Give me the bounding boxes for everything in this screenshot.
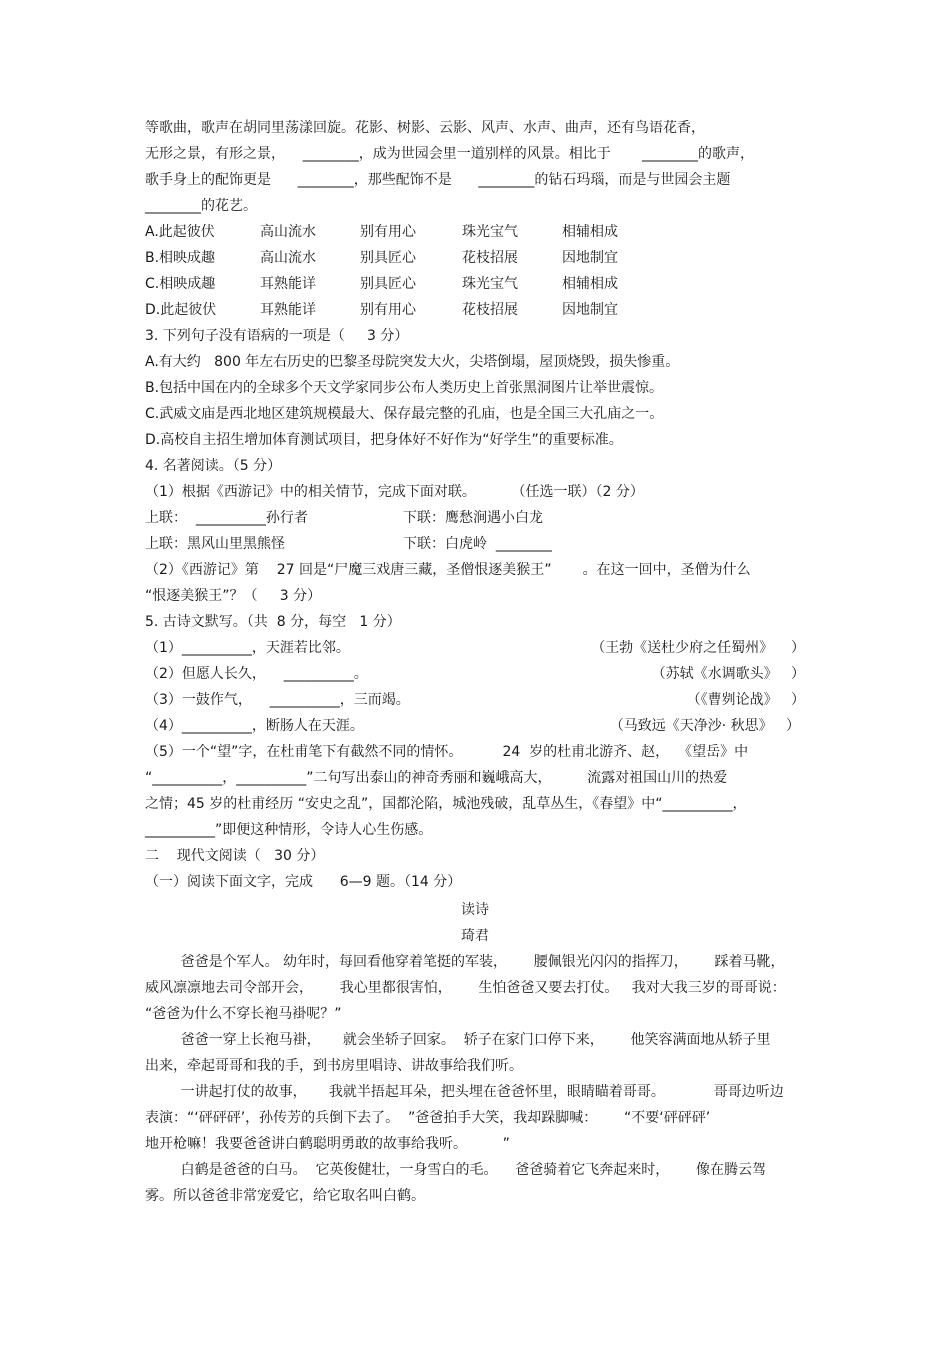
article-line: 爸爸一穿上长袍马褂， 就会坐轿子回家。 轿子在家门口停下来， 他笑容满面地从轿子里 (145, 1032, 771, 1048)
option-item: 相辅相成 (562, 224, 618, 240)
q5-item5-line: __________”即便这种情形，令诗人心生伤感。 (145, 822, 433, 838)
q2-passage-line: 无形之景，有形之景， ________，成为世园会里一道别样的风景。相比于 ________的歌声， (145, 146, 754, 162)
option-item: 花枝招展 (462, 250, 518, 266)
option-label: B.相映成趣 (145, 250, 216, 266)
q5-title: 5. 古诗文默写。（共 8 分，每空 1 分） (145, 614, 401, 630)
q3-option-b: B.包括中国在内的全球多个天文学家同步公布人类历史上首张黑洞图片让举世震惊。 (145, 380, 664, 396)
couplet-upper: 上联： __________孙行者 (145, 510, 308, 526)
q3-option-a: A.有大约 800 年左右历史的巴黎圣母院突发大火，尖塔倒塌，屋顶烧毁，损失惨重。 (145, 354, 680, 370)
option-item: 高山流水 (260, 224, 316, 240)
option-item: 珠光宝气 (462, 276, 518, 292)
option-item: 耳熟能详 (260, 276, 316, 292)
q5-source: （马致远《天净沙· 秋思》 ） (609, 718, 800, 734)
q4-sub1: （1）根据《西游记》中的相关情节，完成下面对联。 （任选一联）（2 分） (145, 484, 644, 500)
q5-item5-line: （5）一个“望”字，在杜甫笔下有截然不同的情怀。 24 岁的杜甫北游齐、赵， 《望岳》中 (145, 744, 749, 760)
part2-heading: 二 现代文阅读（ 30 分） (145, 848, 325, 864)
couplet-lower: 下联：鹰愁涧遇小白龙 (403, 510, 543, 526)
q2-passage-line: 歌手身上的配饰更是 ________，那些配饰不是 ________的钻石玛瑙，而是与世园会主题 (145, 172, 731, 188)
article-line: 一讲起打仗的故事， 我就半捂起耳朵，把头埋在爸爸怀里，眼睛瞄着哥哥。 哥哥边听边 (145, 1084, 784, 1100)
couplet-upper: 上联：黑风山里黑熊怪 (145, 536, 285, 552)
q5-item: （1）__________，天涯若比邻。 (145, 640, 350, 656)
article-line: “爸爸为什么不穿长袍马褂呢？” (145, 1006, 342, 1022)
option-item: 花枝招展 (462, 302, 518, 318)
q4-couplet-1 (145, 508, 543, 528)
q5-source: （王勃《送杜少府之任蜀州》 ） (591, 640, 805, 656)
article-title: 读诗 (461, 902, 489, 918)
article-line: 地开枪嘛！我要爸爸讲白鹤聪明勇敢的故事给我听。 ” (145, 1136, 510, 1152)
q5-source: （《曹刿论战》 ） (686, 692, 805, 708)
q4-sub2-line: （2）《西游记》第 27 回是“尸魔三戏唐三藏，圣僧恨逐美猴王” 。在这一回中，圣僧为什么 (145, 562, 751, 578)
q3-option-c: C.武威文庙是西北地区建筑规模最大、保存最完整的孔庙，也是全国三大孔庙之一。 (145, 406, 664, 422)
part2-sub: （一）阅读下面文字，完成 6—9 题。（14 分） (145, 874, 462, 890)
q3-title: 3. 下列句子没有语病的一项是（ 3 分） (145, 328, 409, 344)
q2-passage-line: 等歌曲，歌声在胡同里荡漾回旋。花影、树影、云影、风声、水声、曲声，还有鸟语花香， (145, 120, 705, 136)
option-item: 珠光宝气 (462, 224, 518, 240)
q2-passage-line: ________的花艺。 (145, 198, 257, 214)
q5-item5-line: “__________，__________”二句写出泰山的神奇秀丽和巍峨高大， 流露对祖国山川的热爱 (145, 770, 728, 786)
option-item: 别有用心 (360, 302, 416, 318)
q5-item: （2）但愿人长久， __________。 (145, 666, 368, 682)
q4-couplet-2 (145, 534, 552, 554)
option-item: 耳熟能详 (260, 302, 316, 318)
q5-source: （苏轼《水调歌头》 ） (651, 666, 805, 682)
q5-item5-line: 之情；45 岁的杜甫经历 “安史之乱”，国都沦陷，城池残破，乱草丛生，《春望》中“__________， (145, 796, 747, 812)
article-line: 表演：“‘砰砰砰’，孙传芳的兵倒下去了。 ”爸爸拍手大笑，我却跺脚喊： “不要‘砰砰砰’ (145, 1110, 711, 1126)
couplet-lower: 下联：白虎岭 ________ (403, 536, 552, 552)
option-item: 别有用心 (360, 224, 416, 240)
option-item: 相辅相成 (562, 276, 618, 292)
q2-option-a (145, 222, 618, 242)
article-line: 威风凛凛地去司令部开会， 我心里都很害怕， 生怕爸爸又要去打仗。 我对大我三岁的哥哥说： (145, 980, 786, 996)
q2-option-c (145, 274, 618, 294)
q5-item: （4）__________，断肠人在天涯。 (145, 718, 364, 734)
option-item: 别具匠心 (360, 276, 416, 292)
option-item: 因地制宜 (562, 302, 618, 318)
q2-option-b (145, 248, 618, 268)
q5-item: （3）一鼓作气， __________，三而竭。 (145, 692, 410, 708)
article-line: 出来，牵起哥哥和我的手，到书房里唱诗、讲故事给我们听。 (145, 1058, 523, 1074)
option-label: D.此起彼伏 (145, 302, 217, 318)
option-item: 高山流水 (260, 250, 316, 266)
option-item: 别具匠心 (360, 250, 416, 266)
article-line: 雾。所以爸爸非常宠爱它，给它取名叫白鹤。 (145, 1188, 425, 1204)
option-label: A.此起彼伏 (145, 224, 215, 240)
q3-option-d: D.高校自主招生增加体育测试项目，把身体好不好作为“好学生”的重要标准。 (145, 432, 623, 448)
q2-option-d (145, 300, 618, 320)
article-line: 白鹤是爸爸的白马。 它英俊健壮，一身雪白的毛。 爸爸骑着它飞奔起来时， 像在腾云驾 (145, 1162, 767, 1178)
article-line: 爸爸是个军人。 幼年时，每回看他穿着笔挺的军装， 腰佩银光闪闪的指挥刀， 踩着马靴， (145, 954, 785, 970)
option-label: C.相映成趣 (145, 276, 216, 292)
q4-sub2-line: “恨逐美猴王”？（ 3 分） (145, 588, 322, 604)
option-item: 因地制宜 (562, 250, 618, 266)
q4-title: 4. 名著阅读。（5 分） (145, 458, 282, 474)
article-author: 琦君 (461, 928, 489, 944)
